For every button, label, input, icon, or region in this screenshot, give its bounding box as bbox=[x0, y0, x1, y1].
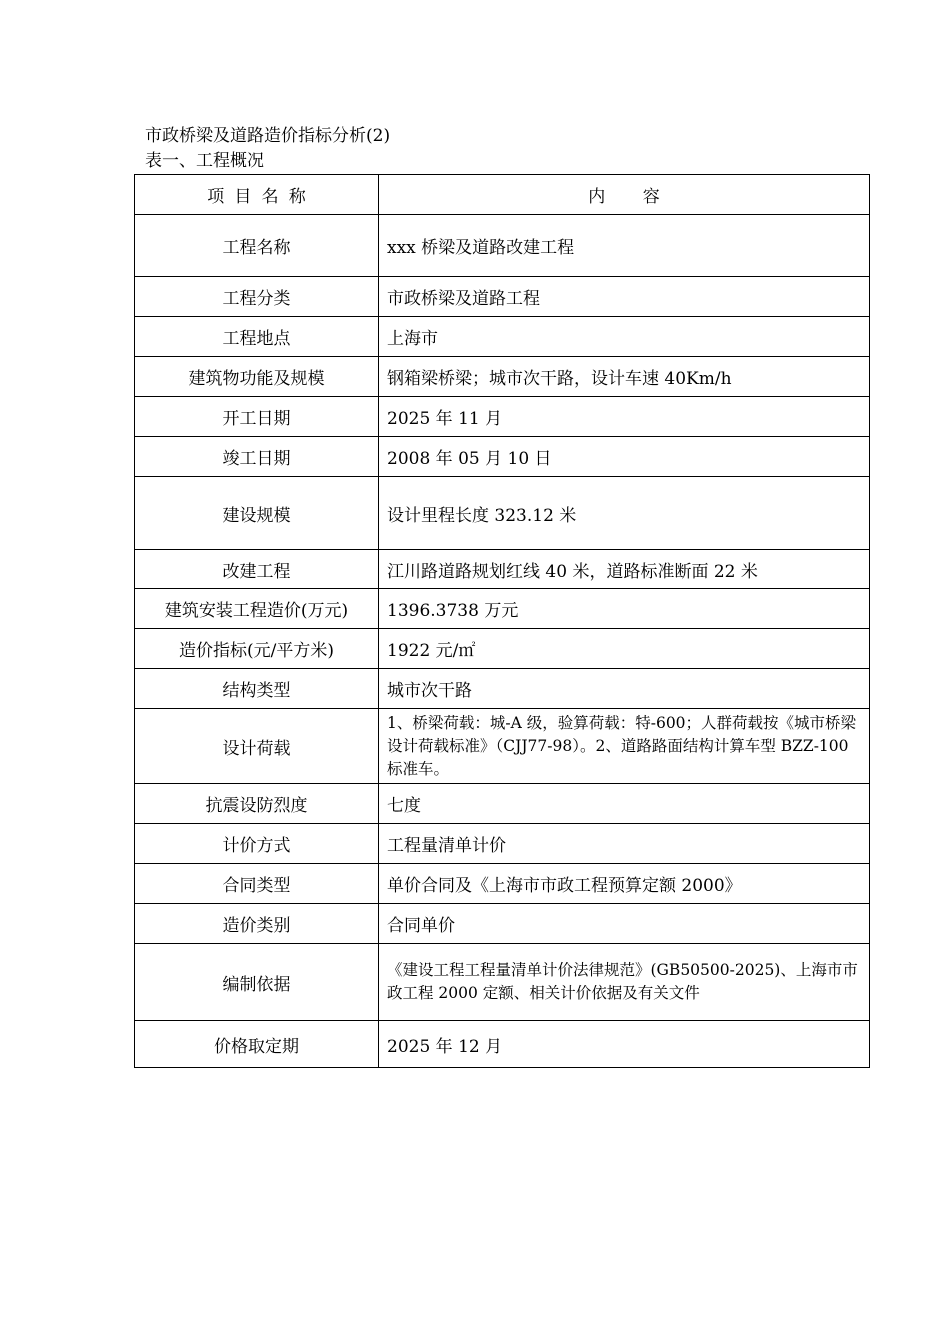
row-value: 《建设工程工程量清单计价法律规范》(GB50500-2025)、上海市市政工程 2000 定额、相关计价依据及有关文件 bbox=[379, 944, 870, 1021]
table-row bbox=[135, 709, 870, 784]
row-value: 合同单价 bbox=[379, 904, 870, 944]
row-value: 2025 年 12 月 bbox=[379, 1021, 870, 1068]
table-row bbox=[135, 317, 870, 357]
row-label: 建筑物功能及规模 bbox=[135, 357, 379, 397]
row-value: 1922 元/㎡ bbox=[379, 629, 870, 669]
row-label: 工程地点 bbox=[135, 317, 379, 357]
row-label: 工程名称 bbox=[135, 215, 379, 277]
row-label: 计价方式 bbox=[135, 824, 379, 864]
table-row bbox=[135, 824, 870, 864]
row-value: 工程量清单计价 bbox=[379, 824, 870, 864]
row-value: 市政桥梁及道路工程 bbox=[379, 277, 870, 317]
header-content: 内 容 bbox=[379, 175, 870, 215]
table-row bbox=[135, 864, 870, 904]
row-label: 改建工程 bbox=[135, 550, 379, 589]
row-label: 编制依据 bbox=[135, 944, 379, 1021]
table-row bbox=[135, 629, 870, 669]
header-item-name: 项 目 名 称 bbox=[135, 175, 379, 215]
row-value: 单价合同及《上海市市政工程预算定额 2000》 bbox=[379, 864, 870, 904]
row-label: 结构类型 bbox=[135, 669, 379, 709]
row-label: 造价类别 bbox=[135, 904, 379, 944]
row-label: 价格取定期 bbox=[135, 1021, 379, 1068]
row-value: 江川路道路规划红线 40 米，道路标准断面 22 米 bbox=[379, 550, 870, 589]
table-row bbox=[135, 397, 870, 437]
row-value: 上海市 bbox=[379, 317, 870, 357]
row-value: 钢箱梁桥梁；城市次干路，设计车速 40Km/h bbox=[379, 357, 870, 397]
row-value: 1、桥梁荷载：城-A 级，验算荷载：特-600；人群荷载按《城市桥梁设计荷载标准》（CJJ77-98）。2、道路路面结构计算车型 BZZ-100 标准车。 bbox=[379, 709, 870, 784]
row-label: 合同类型 bbox=[135, 864, 379, 904]
row-label: 建设规模 bbox=[135, 477, 379, 550]
project-overview-table bbox=[134, 174, 870, 1068]
row-value: 1396.3738 万元 bbox=[379, 589, 870, 629]
table-row bbox=[135, 357, 870, 397]
table-row bbox=[135, 437, 870, 477]
row-value: 设计里程长度 323.12 米 bbox=[379, 477, 870, 550]
table-row bbox=[135, 215, 870, 277]
table-row bbox=[135, 904, 870, 944]
row-label: 抗震设防烈度 bbox=[135, 784, 379, 824]
row-value: 七度 bbox=[379, 784, 870, 824]
row-label: 开工日期 bbox=[135, 397, 379, 437]
table-row bbox=[135, 589, 870, 629]
table-row bbox=[135, 944, 870, 1021]
row-value: 城市次干路 bbox=[379, 669, 870, 709]
row-value: 2025 年 11 月 bbox=[379, 397, 870, 437]
row-label: 竣工日期 bbox=[135, 437, 379, 477]
row-value: xxx 桥梁及道路改建工程 bbox=[379, 215, 870, 277]
row-label: 造价指标(元/平方米) bbox=[135, 629, 379, 669]
table-row bbox=[135, 277, 870, 317]
table-row bbox=[135, 669, 870, 709]
row-label: 设计荷载 bbox=[135, 709, 379, 784]
table-row bbox=[135, 1021, 870, 1068]
table-row bbox=[135, 550, 870, 589]
row-label: 工程分类 bbox=[135, 277, 379, 317]
table-row bbox=[135, 477, 870, 550]
table-header-row bbox=[135, 175, 870, 215]
table-row bbox=[135, 784, 870, 824]
document-title: 市政桥梁及道路造价指标分析(2) bbox=[145, 126, 391, 146]
row-label: 建筑安装工程造价(万元) bbox=[135, 589, 379, 629]
row-value: 2008 年 05 月 10 日 bbox=[379, 437, 870, 477]
table-caption: 表一、工程概况 bbox=[145, 151, 264, 171]
